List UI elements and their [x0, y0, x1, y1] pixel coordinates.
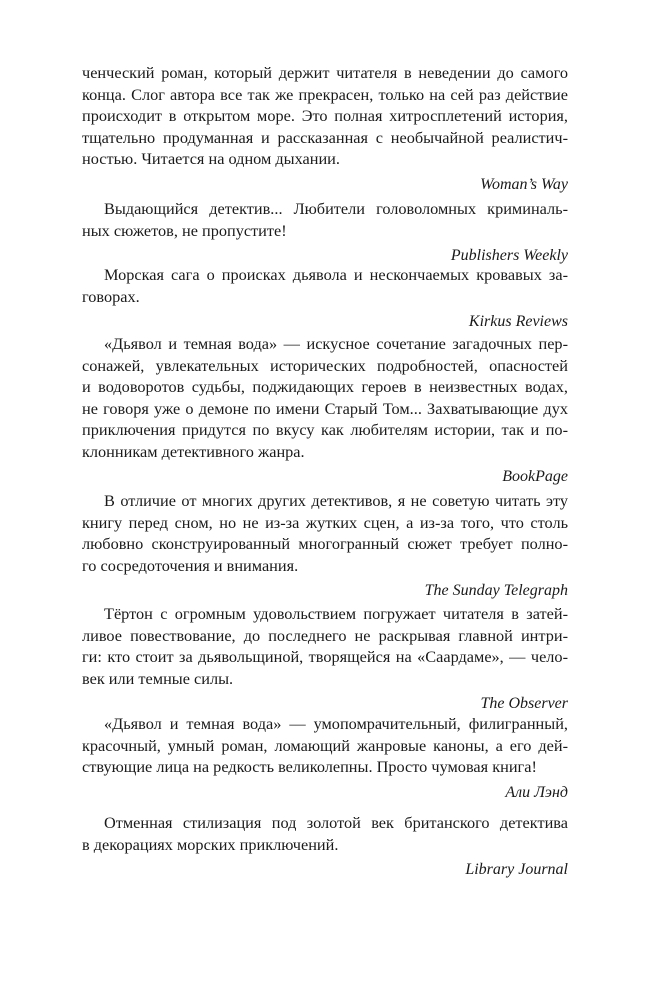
review-line: век или темные силы. [82, 668, 234, 688]
review-line: Отменная стилизация под золотой век британского детектива [104, 813, 568, 832]
review-source: Али Лэнд [505, 783, 568, 801]
review-observer [82, 603, 568, 715]
review-bookpage [82, 333, 568, 488]
review-source: Woman’s Way [480, 175, 568, 193]
review-kirkus [82, 264, 568, 333]
review-line: книгу перед сном, но не из-за жутких сцен, а из-за того, что столь [82, 512, 568, 532]
review-ali-land [82, 713, 568, 803]
review-line: клонникам детективного жанра. [82, 441, 305, 461]
review-line: Тёртон с огромным удовольствием погружает читателя в затей- [104, 604, 568, 623]
review-publishers-weekly [82, 198, 568, 267]
review-line: говорах. [82, 286, 140, 306]
review-source: Publishers Weekly [450, 247, 568, 264]
review-line: ги: кто стоит за дьявольщиной, творящейся на «Саардаме», — чело- [82, 647, 568, 666]
review-line: в декорациях морских приключений. [82, 834, 339, 854]
review-line: конца. Слог автора все так же прекрасен, только на сей раз действие [82, 84, 568, 104]
review-line: ствующие лица на редкость великолепны. Просто чумовая книга! [82, 757, 537, 776]
review-source: Kirkus Reviews [468, 313, 568, 330]
review-library-journal [82, 812, 568, 881]
review-line: Морская сага о происках дьявола и нескончаемых кровавых за- [104, 265, 568, 284]
review-line: не говоря уже о демоне по имени Старый Том... Захватывающие дух [82, 398, 568, 418]
review-line: ностью. Читается на одном дыхании. [82, 149, 340, 168]
review-line: любовно сконструированный многогранный сюжет требует полно- [82, 534, 568, 553]
review-line: Выдающийся детектив... Любители головоломных криминаль- [104, 199, 568, 218]
review-line: происходит в открытом море. Это полная хитросплетений история, [82, 106, 568, 125]
review-line: «Дьявол и темная вода» — умопомрачительный, филигранный, [104, 714, 568, 733]
review-line: ливое повествование, до последнего не раскрывая главной интри- [82, 625, 568, 645]
review-source: The Observer [480, 695, 568, 712]
review-line: тщательно продуманная и рассказанная с необычайной реалистич- [82, 127, 568, 147]
review-sunday-telegraph [82, 490, 568, 602]
review-line: красочный, умный роман, ломающий жанровые каноны, а его дей- [82, 735, 568, 755]
review-line: ных сюжетов, не пропустите! [82, 220, 287, 240]
review-line: и водоворотов судьбы, поджидающих героев в неизвестных водах, [82, 377, 568, 396]
review-line: го сосредоточения и внимания. [82, 555, 299, 575]
review-line: «Дьявол и темная вода» — искусное сочетание загадочных пер- [104, 334, 568, 353]
review-source: Library Journal [465, 861, 568, 878]
review-source: The Sunday Telegraph [424, 582, 568, 599]
review-line: ченческий роман, который держит читателя в неведении до самого [82, 63, 568, 82]
review-source: BookPage [502, 468, 568, 485]
review-line: приключения придутся по вкусу как любителям истории, так и по- [82, 420, 568, 439]
review-womans-way [82, 62, 568, 195]
review-line: сонажей, увлекательных исторических подробностей, опасностей [82, 355, 568, 375]
review-line: В отличие от многих других детективов, я не советую читать эту [104, 491, 568, 510]
